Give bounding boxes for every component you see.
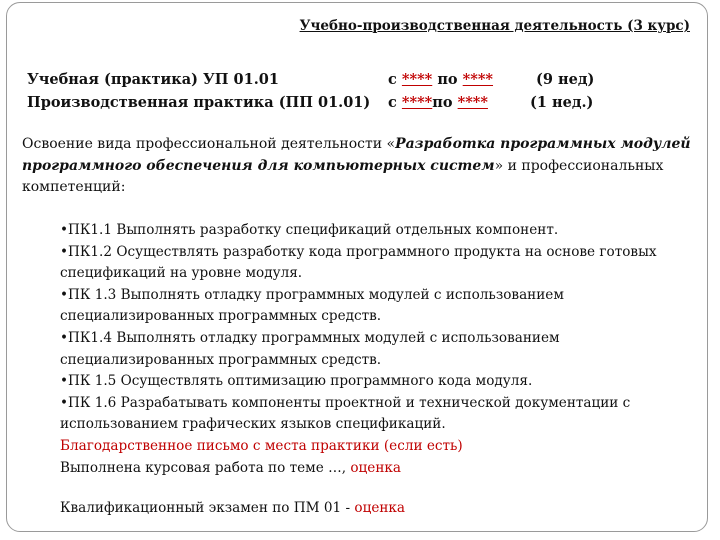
from-date-placeholder: **** [401,94,433,111]
activity-intro [22,134,692,199]
from-label: с [388,94,397,111]
coursework-grade: оценка [350,459,401,476]
practice-name: Учебная (практика) УП 01.01 [27,71,279,88]
practice-dates [388,94,488,111]
exam-grade: оценка [354,500,406,516]
thanks-letter-note: Благодарственное письмо с места практики (если есть) [60,437,463,454]
practice-name: Производственная практика (ПП 01.01) [27,94,371,111]
coursework-note [60,458,700,480]
practice-duration: (9 нед) [536,71,595,88]
page-title: Учебно-производственная деятельность (3 курс) [299,18,690,34]
competency-item: •ПК1.4 Выполнять отладку программных модулей с использованием специализированных программных средств. [60,329,560,368]
from-date-placeholder: **** [401,71,433,88]
coursework-text: Выполнена курсовая работа по теме …, [60,459,351,476]
competency-item: •ПК 1.6 Разрабатывать компоненты проектной и технической документации с использованием графических языков спецификаций. [60,394,631,433]
to-label: по [437,71,458,88]
to-date-placeholder: **** [457,94,488,111]
activity-title: Разработка программных модулей программного обеспечения для компьютерных систем [22,136,691,174]
competency-list [60,220,700,479]
competency-item: •ПК 1.3 Выполнять отладку программных модулей с использованием специализированных программных средств. [60,286,564,325]
to-label: по [432,94,453,111]
practice-duration: (1 нед.) [530,94,594,111]
intro-prefix: Освоение вида профессиональной деятельности « [22,136,396,152]
practice-dates [388,71,493,88]
exam-label: Квалификационный экзамен по ПМ 01 - [60,500,355,516]
intro-suffix: » и профессиональных компетенций: [22,157,664,195]
from-label: с [388,71,397,88]
qualification-exam [60,500,405,516]
competency-item: •ПК1.2 Осуществлять разработку кода программного продукта на основе готовых спецификаций на уровне модуля. [60,243,657,282]
competency-item: •ПК 1.5 Осуществлять оптимизацию программного кода модуля. [60,373,533,390]
competency-item: •ПК1.1 Выполнять разработку спецификаций отдельных компонент. [60,222,559,238]
to-date-placeholder: **** [462,71,494,88]
